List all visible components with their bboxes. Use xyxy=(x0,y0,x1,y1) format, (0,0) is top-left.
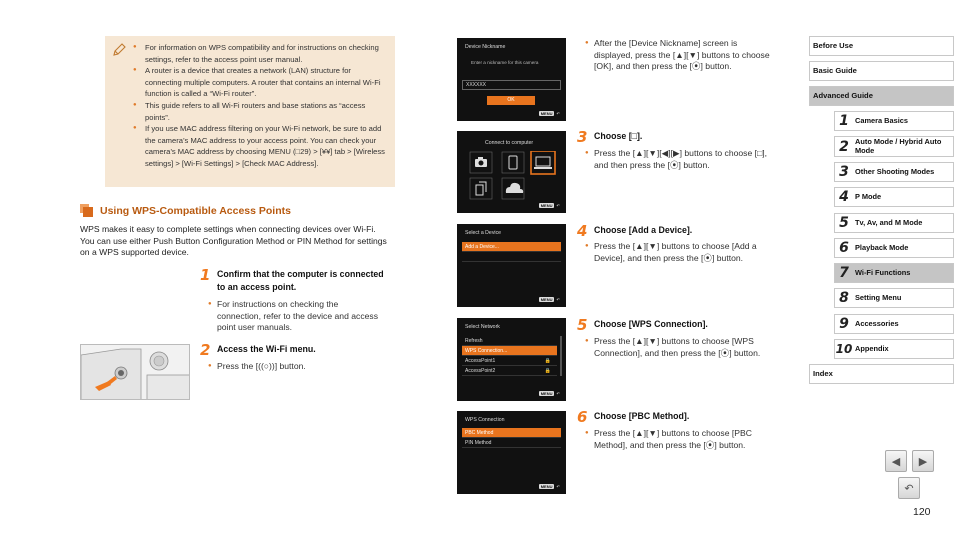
menu-label: MENU xyxy=(540,297,553,302)
chapter-1[interactable] xyxy=(834,111,954,131)
chapter-label: Accessories xyxy=(855,318,899,328)
step-title: Access the Wi-Fi menu. xyxy=(217,344,316,354)
chapter-number: 3 xyxy=(839,164,849,180)
step-bullet: ● For instructions on checking the connection, refer to the device and access point user manuals. xyxy=(208,299,378,334)
chapter-label: Camera Basics xyxy=(855,115,909,125)
chapter-2[interactable] xyxy=(834,136,954,157)
step-2 xyxy=(200,343,390,383)
menu-back-tag xyxy=(539,391,560,396)
network-name: AccessPoint1 xyxy=(465,358,496,364)
note-item: ● A router is a device that creates a network (LAN) structure for connecting multiple computers. A router that contains an internal Wi-Fi function is called a “Wi-Fi router”. xyxy=(133,65,389,100)
chapter-label: Auto Mode / Hybrid Auto Mode xyxy=(855,137,942,155)
note-item: ● If you use MAC address filtering on your Wi-Fi network, be sure to add the camera’s MAC address to your access point. You can check your camera’s MAC address by choosing MENU (□29) > [¥¥] tab > [Wireless settings] > [Wi-Fi Settings] > [Check MAC Address]. xyxy=(133,123,389,169)
section-intro: WPS makes it easy to complete settings when connecting devices over Wi-Fi. You can use either Push Button Configuration Method or PIN Method for settings on a WPS supported device. xyxy=(80,224,387,258)
menu-back-tag xyxy=(539,297,560,302)
chapter-number: 6 xyxy=(839,240,849,256)
step-number: 6 xyxy=(577,408,588,426)
screen-scrollbar xyxy=(560,336,562,376)
chapter-number: 2 xyxy=(839,138,849,155)
wps-option-pin: PIN Method xyxy=(462,438,561,448)
chapter-number: 8 xyxy=(839,290,849,306)
chapter-label: Appendix xyxy=(855,343,889,353)
back-icon: ↶ xyxy=(556,391,560,396)
return-icon: ↶ xyxy=(904,482,914,495)
step-4 xyxy=(577,224,777,274)
network-option xyxy=(462,356,557,366)
chapter-7[interactable] xyxy=(834,263,954,283)
step-bullet: ● Press the [((○))] button. xyxy=(208,361,378,373)
step-title: Choose [Add a Device]. xyxy=(594,225,693,235)
step-bullet: ● Press the [▲][▼] buttons to choose [PBC Method], and then press the [⦿] button. xyxy=(585,428,770,451)
chapter-label: Wi-Fi Functions xyxy=(855,267,911,277)
camera-body-icon xyxy=(81,345,190,400)
chapter-6[interactable] xyxy=(834,238,954,258)
step-number: 5 xyxy=(577,316,588,334)
step-bullet: ● Press the [▲][▼] buttons to choose [WPS Connection], and then press the [⦿] button. xyxy=(585,336,770,359)
step-bullet: ● After the [Device Nickname] screen is displayed, press the [▲][▼] buttons to choose [OK], and then press the [⦿] button. xyxy=(585,38,770,73)
page-number: 120 xyxy=(913,506,931,518)
step-2-continued xyxy=(577,38,777,88)
chapter-10[interactable] xyxy=(834,339,954,359)
section-title-text: Using WPS-Compatible Access Points xyxy=(100,204,291,217)
chapter-number: 10 xyxy=(835,342,853,356)
note-item: ● This guide refers to all Wi-Fi routers and base stations as “access points”. xyxy=(133,100,389,123)
screen-title: Select Network xyxy=(465,324,500,330)
arrow-left-icon: ◀ xyxy=(891,455,901,468)
camera-illustration xyxy=(80,344,190,400)
chapter-label: Setting Menu xyxy=(855,292,902,302)
chapter-number: 9 xyxy=(839,316,849,332)
chapter-number: 5 xyxy=(839,215,849,231)
step-number: 3 xyxy=(577,128,588,146)
chapter-label: Other Shooting Modes xyxy=(855,166,935,176)
step-number: 2 xyxy=(200,341,211,359)
screen-title: WPS Connection xyxy=(465,417,505,423)
chapter-4[interactable] xyxy=(834,187,954,207)
step-title: Choose [PBC Method]. xyxy=(594,411,690,421)
chapter-number: 1 xyxy=(839,113,849,129)
chapter-5[interactable] xyxy=(834,213,954,233)
menu-label: MENU xyxy=(540,111,553,116)
network-option xyxy=(462,366,557,376)
ok-option: OK xyxy=(487,96,535,105)
step-bullet: ● Press the [▲][▼][◀][▶] buttons to choose [□], and then press the [⦿] button. xyxy=(585,148,770,171)
nav-basic-guide[interactable]: Basic Guide xyxy=(809,61,954,81)
menu-back-tag xyxy=(539,203,560,208)
screen-select-network xyxy=(457,318,566,401)
menu-back-tag xyxy=(539,111,560,116)
note-box xyxy=(105,36,395,187)
menu-label: MENU xyxy=(540,203,553,208)
menu-label: MENU xyxy=(540,391,553,396)
screen-select-device xyxy=(457,224,566,307)
return-button[interactable] xyxy=(898,477,920,499)
step-1 xyxy=(200,268,390,338)
chapter-label: P Mode xyxy=(855,191,882,201)
arrow-right-icon: ▶ xyxy=(918,455,928,468)
screen-device-nickname xyxy=(457,38,566,121)
lock-icon: 🔒 xyxy=(544,358,551,364)
lock-icon: 🔒 xyxy=(544,368,551,374)
section-title xyxy=(80,204,291,217)
chapter-label: Tv, Av, and M Mode xyxy=(855,217,923,227)
screen-title: Select a Device xyxy=(465,230,502,236)
prev-page-button[interactable] xyxy=(885,450,907,472)
section-square-icon xyxy=(80,204,93,217)
step-title: Confirm that the computer is connected to an access point. xyxy=(217,269,384,292)
network-name: AccessPoint2 xyxy=(465,368,496,374)
menu-back-tag xyxy=(539,484,560,489)
screen-connect-to-computer xyxy=(457,131,566,213)
chapter-9[interactable] xyxy=(834,314,954,334)
step-title: Choose [□]. xyxy=(594,131,643,141)
nav-before-use[interactable]: Before Use xyxy=(809,36,954,56)
chapter-number: 4 xyxy=(839,189,849,205)
network-option: Refresh xyxy=(462,336,557,346)
step-6 xyxy=(577,410,777,460)
screen-title: Connect to computer xyxy=(485,140,534,146)
chapter-label: Playback Mode xyxy=(855,242,909,252)
device-option-add: Add a Device... xyxy=(462,242,561,252)
back-icon: ↶ xyxy=(556,297,560,302)
back-icon: ↶ xyxy=(556,484,560,489)
chapter-number: 7 xyxy=(839,265,849,281)
step-title: Choose [WPS Connection]. xyxy=(594,319,708,329)
step-3 xyxy=(577,130,777,180)
step-5 xyxy=(577,318,777,378)
menu-label: MENU xyxy=(540,484,553,489)
back-icon: ↶ xyxy=(556,203,560,208)
nav-index[interactable]: Index xyxy=(809,364,954,384)
screen-wps-connection xyxy=(457,411,566,494)
nav-advanced-guide[interactable]: Advanced Guide xyxy=(809,86,954,106)
chapter-3[interactable] xyxy=(834,162,954,182)
step-number: 4 xyxy=(577,222,588,240)
back-icon: ↶ xyxy=(556,111,560,116)
screen-prompt: Enter a nickname for this camera xyxy=(471,60,539,65)
note-list xyxy=(133,42,389,170)
next-page-button[interactable] xyxy=(912,450,934,472)
network-option-wps: WPS Connection... xyxy=(462,346,557,356)
step-number: 1 xyxy=(200,266,211,284)
screen-title: Device Nickname xyxy=(465,44,506,50)
pencil-icon xyxy=(111,42,127,58)
target-device-icons xyxy=(469,151,557,201)
note-item: ● For information on WPS compatibility and for instructions on checking settings, refer to the access point user manual. xyxy=(133,42,389,65)
step-bullet: ● Press the [▲][▼] buttons to choose [Add a Device], and then press the [⦿] button. xyxy=(585,241,770,264)
wps-option-pbc: PBC Method xyxy=(462,428,561,438)
device-option-empty xyxy=(462,252,561,262)
nickname-field: XXXXXX xyxy=(462,80,561,90)
chapter-8[interactable] xyxy=(834,288,954,308)
